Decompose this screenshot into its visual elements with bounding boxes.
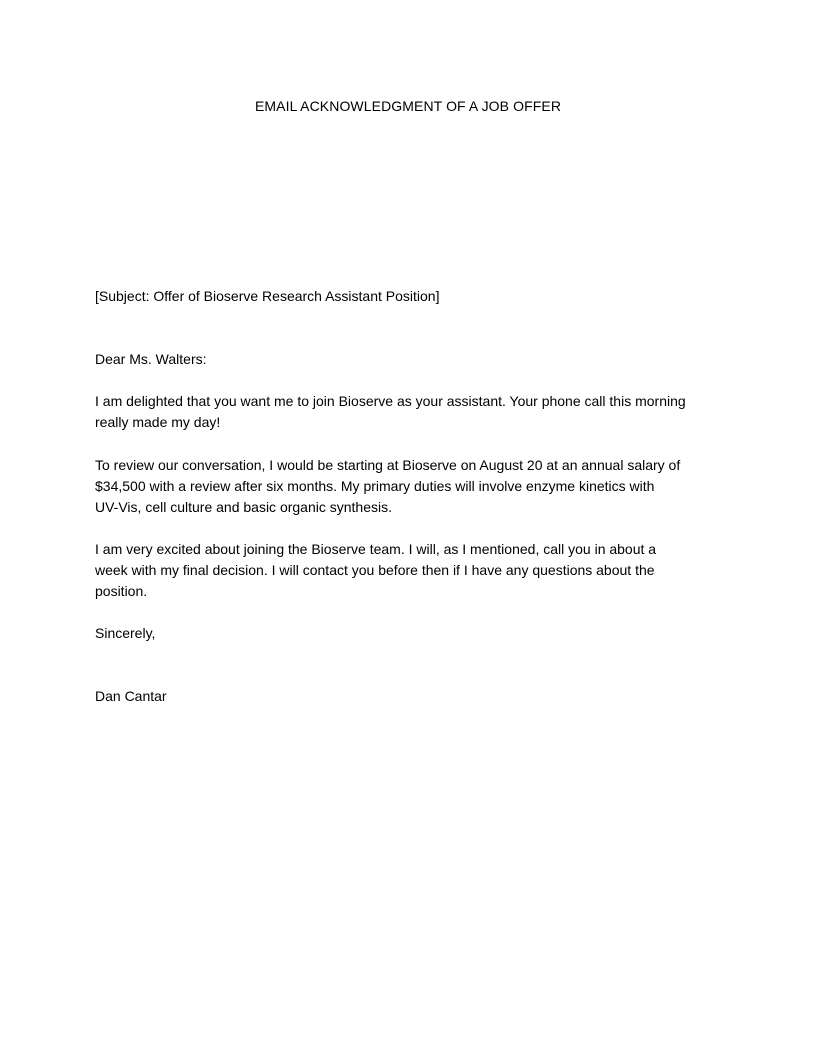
document-title: EMAIL ACKNOWLEDGMENT OF A JOB OFFER — [254, 98, 562, 114]
paragraph-line: I am very excited about joining the Bioserve team. I will, as I mentioned, call you in about a — [95, 541, 657, 557]
paragraph-line: position. — [95, 583, 148, 599]
body-paragraph-1 — [95, 391, 725, 433]
body-paragraph-2 — [95, 455, 725, 518]
body-paragraph-3 — [95, 539, 725, 602]
paragraph-line: I am delighted that you want me to join Bioserve as your assistant. Your phone call this morning — [95, 393, 686, 409]
signature-name: Dan Cantar — [95, 688, 167, 704]
email-subject-line: [Subject: Offer of Bioserve Research Assistant Position] — [95, 288, 440, 304]
paragraph-line: $34,500 with a review after six months. My primary duties will involve enzyme kinetics with — [95, 478, 655, 494]
paragraph-line: UV-Vis, cell culture and basic organic synthesis. — [95, 499, 392, 515]
closing: Sincerely, — [95, 625, 156, 641]
paragraph-line: To review our conversation, I would be starting at Bioserve on August 20 at an annual salary of — [95, 457, 681, 473]
paragraph-line: week with my final decision. I will contact you before then if I have any questions about the — [95, 562, 655, 578]
paragraph-line: really made my day! — [95, 414, 221, 430]
salutation: Dear Ms. Walters: — [95, 351, 207, 367]
